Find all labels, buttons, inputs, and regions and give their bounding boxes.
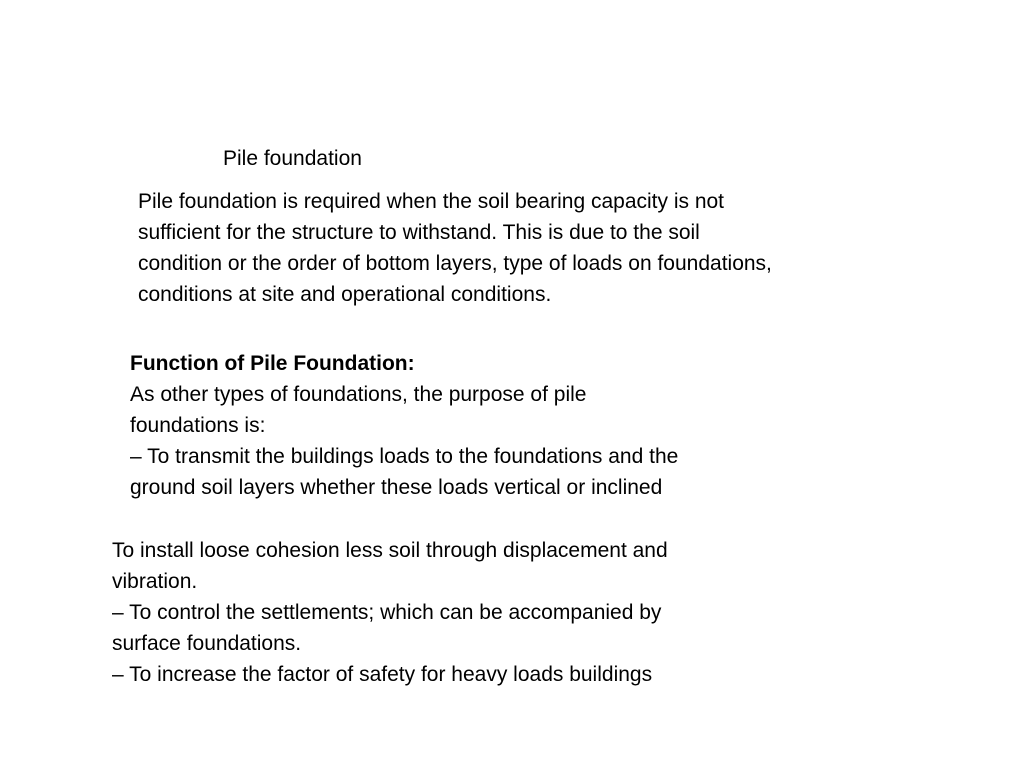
function-line: foundations is:	[130, 414, 266, 437]
function-line: surface foundations.	[112, 632, 302, 655]
additional-functions	[112, 535, 668, 690]
intro-line: conditions at site and operational conditions.	[138, 283, 552, 306]
function-section	[130, 348, 678, 503]
function-line: To install loose cohesion less soil through displacement and	[112, 539, 668, 562]
function-line: – To transmit the buildings loads to the foundations and the	[130, 445, 679, 468]
intro-line: condition or the order of bottom layers, type of loads on foundations,	[138, 252, 772, 275]
function-line: – To increase the factor of safety for heavy loads buildings	[112, 663, 653, 686]
slide-title: Pile foundation	[223, 147, 362, 170]
function-line: – To control the settlements; which can be accompanied by	[112, 601, 662, 624]
function-line: ground soil layers whether these loads vertical or inclined	[130, 476, 663, 499]
intro-paragraph	[138, 186, 772, 310]
function-line: vibration.	[112, 570, 198, 593]
intro-line: sufficient for the structure to withstand. This is due to the soil	[138, 221, 700, 244]
function-line: As other types of foundations, the purpose of pile	[130, 383, 587, 406]
function-heading: Function of Pile Foundation:	[130, 352, 415, 375]
intro-line: Pile foundation is required when the soil bearing capacity is not	[138, 190, 725, 213]
